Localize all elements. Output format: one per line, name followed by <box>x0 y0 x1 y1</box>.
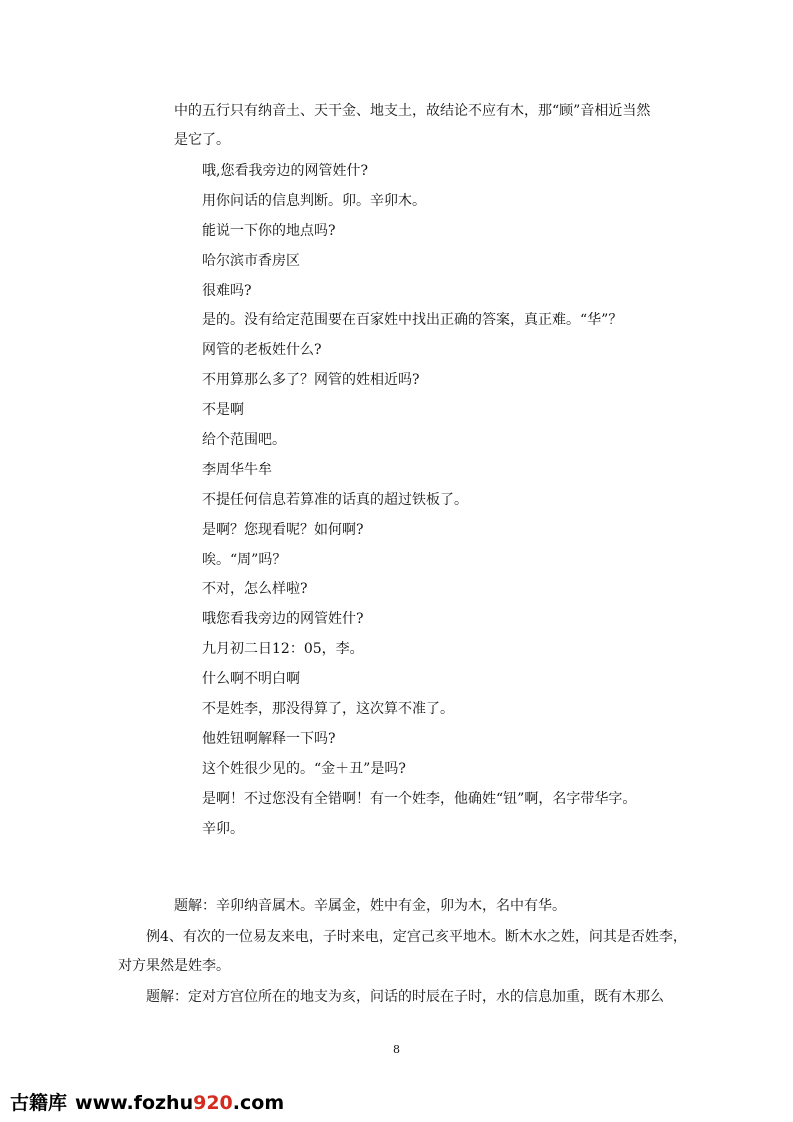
dialogue-list <box>202 162 636 849</box>
dialogue-line: 不是姓李，那没得算了，这次算不准了。 <box>202 701 454 718</box>
page-number: 8 <box>393 1043 400 1056</box>
explanation-2: 题解：定对方宫位所在的地支为亥，问话的时辰在子时，水的信息加重，既有木那么 <box>146 989 664 1005</box>
intro-line-1: 中的五行只有纳音土、天干金、地支土，故结论不应有木，那“顾”音相近当然 <box>174 103 651 119</box>
dialogue-line: 九月初二日12：05，李。 <box>202 641 364 658</box>
dialogue-line: 唉。“周”吗？ <box>202 551 287 568</box>
watermark-url-digits: 920 <box>193 1092 233 1114</box>
dialogue-line: 哦,您看我旁边的网管姓什? <box>202 163 368 179</box>
dialogue-line: 不对，怎么样啦? <box>202 581 308 598</box>
dialogue-line: 不提任何信息若算准的话真的超过铁板了。 <box>202 491 468 508</box>
intro-line-2: 是它了。 <box>174 132 230 148</box>
watermark <box>10 1088 284 1115</box>
dialogue-line: 是啊！不过您没有全错啊！有一个姓李，他确姓“钮”啊，名字带华字。 <box>202 790 637 807</box>
dialogue-line: 给个范围吧。 <box>202 432 286 449</box>
example-4-line-1: 例4、有次的一位易友来电，子时来电，定宫己亥平地木。断木水之姓，问其是否姓李， <box>146 929 687 945</box>
dialogue-line: 他姓钮啊解释一下吗? <box>202 730 336 747</box>
dialogue-line: 辛卯。 <box>202 820 244 837</box>
dialogue-line: 哦您看我旁边的网管姓什? <box>202 611 364 628</box>
dialogue-line: 什么啊不明白啊 <box>202 671 300 688</box>
dialogue-line: 用你问话的信息判断。卯。辛卯木。 <box>202 192 426 209</box>
dialogue-line: 不用算那么多了？网管的姓相近吗? <box>202 372 420 389</box>
watermark-url-suffix: .com <box>232 1092 285 1114</box>
dialogue-line: 李周华牛牟 <box>202 461 272 478</box>
dialogue-line: 哈尔滨市香房区 <box>202 252 300 269</box>
dialogue-line: 很难吗? <box>202 282 252 299</box>
dialogue-line: 是啊？您现看呢？如何啊? <box>202 521 364 538</box>
dialogue-line: 这个姓很少见的。“金＋丑”是吗? <box>202 760 406 777</box>
watermark-url-prefix: www.fozhu <box>75 1092 194 1114</box>
dialogue-line: 网管的老板姓什么? <box>202 342 322 359</box>
watermark-name: 古籍库 <box>10 1092 68 1114</box>
dialogue-line: 不是啊 <box>202 402 244 419</box>
dialogue-line: 能说一下你的地点吗? <box>202 222 336 239</box>
explanation-1: 题解：辛卯纳音属木。辛属金，姓中有金，卯为木，名中有华。 <box>174 898 566 914</box>
dialogue-line: 是的。没有给定范围要在百家姓中找出正确的答案，真正难。“华”？ <box>202 312 623 329</box>
example-4-line-2: 对方果然是姓李。 <box>118 958 230 974</box>
